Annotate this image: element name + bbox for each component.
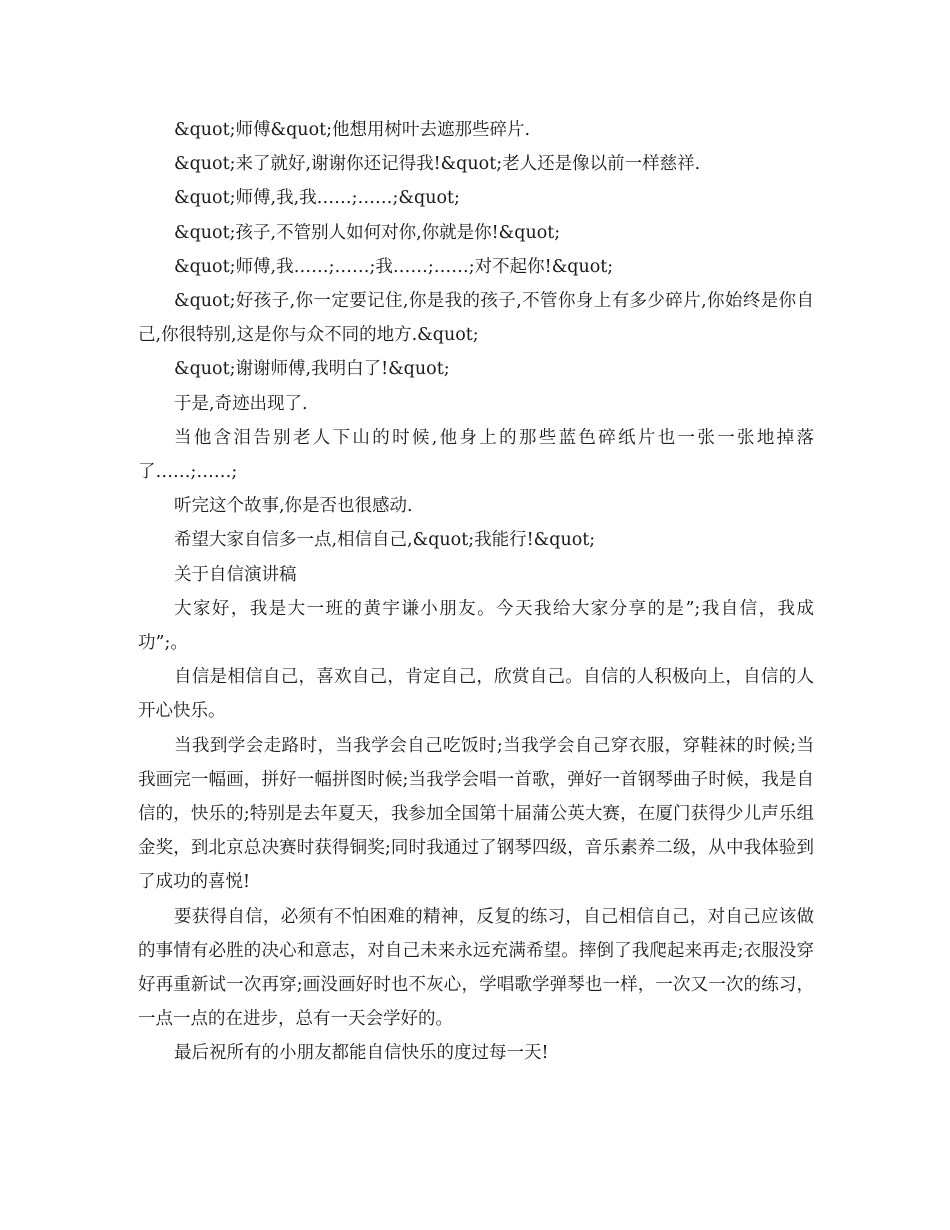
paragraph: 最后祝所有的小朋友都能自信快乐的度过每一天! xyxy=(174,1043,549,1064)
paragraph: 要获得自信，必须有不怕困难的精神，反复的练习，自己相信自己，对自己应该做的事情有必胜的决心和意志，对自己未来永远充满希望。摔倒了我爬起来再走;衣服没穿好再重新试一次再穿;画没画好时也不灰心，学唱歌学弹琴也一样，一次又一次的练习，一点一点的在进步，总有一天会学好的。 xyxy=(138,906,814,1030)
paragraph: &quot;来了就好,谢谢你还记得我!&quot;老人还是像以前一样慈祥. xyxy=(174,154,701,175)
paragraph: 自信是相信自己，喜欢自己，肯定自己，欣赏自己。自信的人积极向上，自信的人开心快乐。 xyxy=(138,667,814,722)
paragraph: &quot;师傅,我……;……;我……;……;对不起你!&quot; xyxy=(174,256,614,277)
paragraph: 当他含泪告别老人下山的时候,他身上的那些蓝色碎纸片也一张一张地掉落了……;……; xyxy=(138,427,814,483)
paragraph: 于是,奇迹出现了. xyxy=(174,393,308,414)
paragraph: &quot;孩子,不管别人如何对你,你就是你!&quot; xyxy=(174,222,561,243)
paragraph: 大家好，我是大一班的黄宇谦小朋友。今天我给大家分享的是”;我自信，我成功”;。 xyxy=(138,598,814,654)
paragraph: &quot;谢谢师傅,我明白了!&quot; xyxy=(174,359,450,380)
paragraph: &quot;师傅,我,我……;……;&quot; xyxy=(174,188,460,209)
section-title: 关于自信演讲稿 xyxy=(174,564,297,585)
paragraph: 听完这个故事,你是否也很感动. xyxy=(174,496,413,517)
document-body xyxy=(138,113,814,1071)
paragraph: &quot;师傅&quot;他想用树叶去遮那些碎片. xyxy=(174,120,531,140)
paragraph: &quot;好孩子,你一定要记住,你是我的孩子,不管你身上有多少碎片,你始终是你自己,你很特别,这是你与众不同的地方.&quot; xyxy=(138,291,814,346)
paragraph: 希望大家自信多一点,相信自己,&quot;我能行!&quot; xyxy=(174,530,596,551)
paragraph: 当我到学会走路时，当我学会自己吃饭时;当我学会自己穿衣服，穿鞋袜的时候;当我画完一幅画，拼好一幅拼图时候;当我学会唱一首歌，弹好一首钢琴曲子时候，我是自信的，快乐的;特别是去年夏天，我参加全国第十届蒲公英大赛，在厦门获得少儿声乐组金奖，到北京总决赛时获得铜奖;同时我通过了钢琴四级，音乐素养二级，从中我体验到了成功的喜悦! xyxy=(138,735,814,893)
